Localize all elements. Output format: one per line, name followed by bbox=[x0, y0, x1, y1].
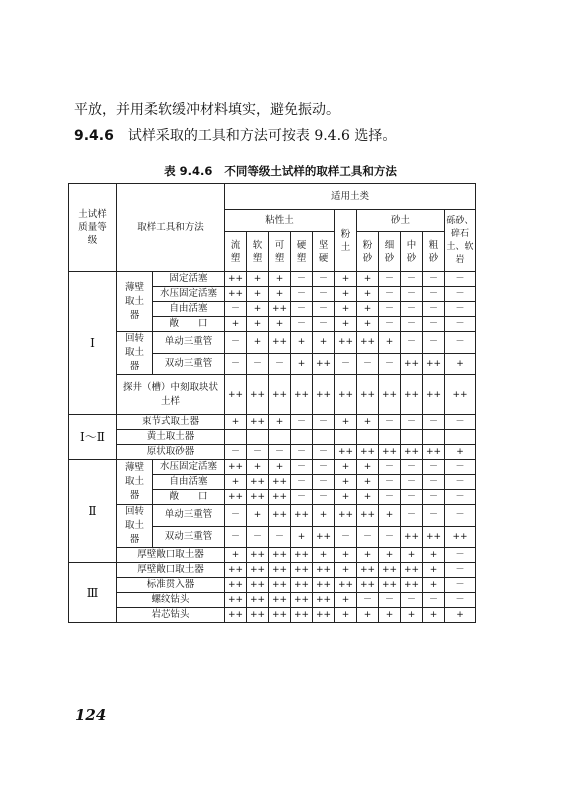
value-cell: － bbox=[445, 578, 476, 593]
value-cell: － bbox=[291, 287, 313, 302]
table-row bbox=[69, 375, 476, 415]
value-cell: － bbox=[379, 490, 401, 505]
value-cell: + bbox=[335, 548, 357, 563]
page-number: 124 bbox=[75, 706, 107, 724]
value-cell: + bbox=[379, 332, 401, 354]
value-cell: － bbox=[225, 445, 247, 460]
clause-text: 试样采取的工具和方法可按表 9.4.6 选择。 bbox=[127, 128, 397, 144]
header-tool: 取样工具和方法 bbox=[117, 184, 225, 272]
value-cell: ++ bbox=[379, 375, 401, 415]
value-cell: + bbox=[269, 460, 291, 475]
value-cell bbox=[291, 430, 313, 445]
value-cell: ++ bbox=[313, 578, 335, 593]
value-cell: － bbox=[225, 353, 247, 375]
tool-cell: 自由活塞 bbox=[153, 302, 225, 317]
value-cell: + bbox=[357, 415, 379, 430]
value-cell: + bbox=[269, 287, 291, 302]
value-cell: ++ bbox=[335, 578, 357, 593]
col-fine-sand: 细砂 bbox=[379, 232, 401, 272]
col-hard-plastic: 硬塑 bbox=[291, 232, 313, 272]
value-cell: ++ bbox=[225, 563, 247, 578]
value-cell: + bbox=[357, 490, 379, 505]
value-cell: － bbox=[445, 460, 476, 475]
table-row bbox=[69, 593, 476, 608]
value-cell: + bbox=[379, 548, 401, 563]
value-cell: ++ bbox=[269, 578, 291, 593]
value-cell: ++ bbox=[269, 375, 291, 415]
value-cell: － bbox=[313, 415, 335, 430]
value-cell: + bbox=[225, 317, 247, 332]
value-cell bbox=[269, 430, 291, 445]
value-cell: － bbox=[313, 272, 335, 287]
value-cell: － bbox=[269, 353, 291, 375]
value-cell: ++ bbox=[269, 490, 291, 505]
value-cell: ++ bbox=[225, 287, 247, 302]
value-cell: + bbox=[445, 353, 476, 375]
tool-cell: 敞 口 bbox=[153, 317, 225, 332]
grade-cell: Ⅰ bbox=[69, 272, 117, 415]
value-cell: ++ bbox=[313, 375, 335, 415]
value-cell: － bbox=[225, 302, 247, 317]
value-cell: － bbox=[445, 332, 476, 354]
value-cell: － bbox=[291, 460, 313, 475]
sampling-tools-table bbox=[68, 183, 476, 623]
value-cell: － bbox=[225, 526, 247, 548]
value-cell: + bbox=[423, 563, 445, 578]
value-cell: ++ bbox=[269, 608, 291, 623]
table-row bbox=[69, 430, 476, 445]
value-cell: ++ bbox=[225, 578, 247, 593]
value-cell: ++ bbox=[401, 353, 423, 375]
value-cell: + bbox=[335, 490, 357, 505]
value-cell: － bbox=[401, 490, 423, 505]
value-cell: ++ bbox=[445, 375, 476, 415]
value-cell: － bbox=[379, 317, 401, 332]
value-cell: － bbox=[225, 505, 247, 527]
value-cell: － bbox=[445, 302, 476, 317]
table-row bbox=[69, 272, 476, 287]
value-cell: － bbox=[445, 475, 476, 490]
value-cell: － bbox=[313, 475, 335, 490]
value-cell: ++ bbox=[335, 375, 357, 415]
table-number: 表 9.4.6 bbox=[164, 164, 213, 178]
value-cell: － bbox=[313, 302, 335, 317]
value-cell: ++ bbox=[291, 563, 313, 578]
value-cell: + bbox=[335, 415, 357, 430]
value-cell: + bbox=[291, 332, 313, 354]
value-cell bbox=[445, 430, 476, 445]
value-cell: + bbox=[357, 460, 379, 475]
tool-group-cell: 薄壁取土器 bbox=[117, 272, 153, 332]
value-cell: ++ bbox=[357, 375, 379, 415]
col-coarse-sand: 粗砂 bbox=[423, 232, 445, 272]
value-cell: ++ bbox=[423, 353, 445, 375]
value-cell: － bbox=[357, 353, 379, 375]
value-cell: ++ bbox=[423, 526, 445, 548]
value-cell: － bbox=[445, 593, 476, 608]
tool-cell: 双动三重管 bbox=[153, 353, 225, 375]
table-row bbox=[69, 578, 476, 593]
header-cohesive-soil: 粘性土 bbox=[225, 210, 335, 232]
clause-number: 9.4.6 bbox=[74, 128, 114, 144]
value-cell: ++ bbox=[379, 578, 401, 593]
value-cell: － bbox=[445, 505, 476, 527]
value-cell: － bbox=[379, 415, 401, 430]
value-cell bbox=[379, 430, 401, 445]
grade-cell: Ⅲ bbox=[69, 563, 117, 623]
grade-cell: Ⅱ bbox=[69, 460, 117, 563]
value-cell: － bbox=[445, 490, 476, 505]
value-cell: － bbox=[269, 445, 291, 460]
tool-cell: 水压固定活塞 bbox=[153, 460, 225, 475]
value-cell: + bbox=[247, 332, 269, 354]
value-cell: ++ bbox=[379, 563, 401, 578]
value-cell: + bbox=[335, 302, 357, 317]
tool-cell: 自由活塞 bbox=[153, 475, 225, 490]
value-cell: ++ bbox=[379, 445, 401, 460]
value-cell: ++ bbox=[357, 563, 379, 578]
tool-cell: 探井（槽）中刻取块状土样 bbox=[117, 375, 225, 415]
value-cell: + bbox=[335, 317, 357, 332]
value-cell: + bbox=[357, 475, 379, 490]
value-cell: + bbox=[423, 548, 445, 563]
value-cell: ++ bbox=[313, 526, 335, 548]
value-cell: － bbox=[291, 490, 313, 505]
header-sand: 砂土 bbox=[357, 210, 445, 232]
value-cell: － bbox=[401, 475, 423, 490]
value-cell: － bbox=[401, 460, 423, 475]
value-cell: + bbox=[313, 505, 335, 527]
value-cell bbox=[225, 430, 247, 445]
value-cell: － bbox=[445, 272, 476, 287]
table-row bbox=[69, 460, 476, 475]
value-cell: ++ bbox=[247, 593, 269, 608]
table-title: 不同等级土试样的取样工具和方法 bbox=[224, 164, 397, 178]
value-cell: － bbox=[357, 526, 379, 548]
table-caption bbox=[0, 163, 561, 179]
value-cell: － bbox=[379, 353, 401, 375]
value-cell: + bbox=[225, 475, 247, 490]
value-cell: ++ bbox=[225, 608, 247, 623]
header-gravel: 砾砂、碎石土、软岩 bbox=[445, 210, 476, 272]
value-cell: － bbox=[379, 287, 401, 302]
value-cell: － bbox=[247, 445, 269, 460]
body-text-line-2 bbox=[74, 129, 396, 143]
value-cell: + bbox=[379, 505, 401, 527]
value-cell: ++ bbox=[291, 548, 313, 563]
col-plastic: 可塑 bbox=[269, 232, 291, 272]
value-cell: + bbox=[313, 332, 335, 354]
value-cell: ++ bbox=[225, 593, 247, 608]
value-cell: + bbox=[357, 317, 379, 332]
value-cell: － bbox=[423, 302, 445, 317]
tool-cell: 厚壁敞口取土器 bbox=[117, 548, 225, 563]
value-cell: ++ bbox=[423, 445, 445, 460]
value-cell: + bbox=[247, 460, 269, 475]
value-cell: ++ bbox=[225, 375, 247, 415]
value-cell: + bbox=[225, 548, 247, 563]
value-cell: － bbox=[247, 526, 269, 548]
tool-cell: 双动三重管 bbox=[153, 526, 225, 548]
value-cell: － bbox=[313, 445, 335, 460]
value-cell: + bbox=[335, 475, 357, 490]
value-cell: － bbox=[335, 353, 357, 375]
value-cell: ++ bbox=[247, 490, 269, 505]
value-cell: + bbox=[247, 302, 269, 317]
header-applicable-soil: 适用土类 bbox=[225, 184, 476, 210]
value-cell: + bbox=[357, 608, 379, 623]
value-cell: － bbox=[247, 353, 269, 375]
value-cell: ++ bbox=[401, 445, 423, 460]
value-cell: + bbox=[291, 353, 313, 375]
tool-group-cell: 薄壁取土器 bbox=[117, 460, 153, 505]
value-cell: － bbox=[335, 526, 357, 548]
value-cell: + bbox=[247, 272, 269, 287]
value-cell: + bbox=[401, 608, 423, 623]
tool-cell: 原状取砂器 bbox=[117, 445, 225, 460]
value-cell bbox=[401, 430, 423, 445]
tool-cell: 螺纹钻头 bbox=[117, 593, 225, 608]
header-grade: 土试样质量等级 bbox=[69, 184, 117, 272]
tool-cell: 单动三重管 bbox=[153, 505, 225, 527]
col-fluid: 流塑 bbox=[225, 232, 247, 272]
body-text-line-1: 平放，并用柔软缓冲材料填实，避免振动。 bbox=[74, 102, 340, 118]
value-cell: ++ bbox=[357, 578, 379, 593]
value-cell: － bbox=[423, 287, 445, 302]
value-cell: ++ bbox=[247, 608, 269, 623]
table-row bbox=[69, 415, 476, 430]
value-cell: － bbox=[313, 490, 335, 505]
tool-cell: 厚壁敞口取土器 bbox=[117, 563, 225, 578]
tool-group-cell: 回转取土器 bbox=[117, 332, 153, 375]
value-cell: + bbox=[423, 578, 445, 593]
table-row bbox=[69, 332, 476, 354]
header-silt: 粉土 bbox=[335, 210, 357, 272]
value-cell bbox=[357, 430, 379, 445]
value-cell: ++ bbox=[357, 332, 379, 354]
value-cell: + bbox=[379, 608, 401, 623]
value-cell: － bbox=[423, 317, 445, 332]
value-cell: － bbox=[401, 272, 423, 287]
table-row bbox=[69, 548, 476, 563]
value-cell: － bbox=[269, 526, 291, 548]
value-cell: ++ bbox=[225, 272, 247, 287]
value-cell: － bbox=[423, 332, 445, 354]
value-cell: ++ bbox=[247, 578, 269, 593]
col-medium-sand: 中砂 bbox=[401, 232, 423, 272]
value-cell: + bbox=[269, 317, 291, 332]
value-cell: + bbox=[335, 460, 357, 475]
table-row bbox=[69, 505, 476, 527]
value-cell: ++ bbox=[357, 445, 379, 460]
value-cell: ++ bbox=[291, 578, 313, 593]
value-cell: ++ bbox=[335, 332, 357, 354]
tool-cell: 岩芯钻头 bbox=[117, 608, 225, 623]
value-cell: + bbox=[291, 526, 313, 548]
value-cell: － bbox=[357, 593, 379, 608]
value-cell: － bbox=[423, 490, 445, 505]
value-cell: ++ bbox=[269, 548, 291, 563]
value-cell: － bbox=[445, 317, 476, 332]
value-cell: ++ bbox=[313, 353, 335, 375]
value-cell: ++ bbox=[401, 375, 423, 415]
value-cell: － bbox=[423, 272, 445, 287]
value-cell: + bbox=[269, 415, 291, 430]
value-cell: － bbox=[291, 475, 313, 490]
value-cell: － bbox=[291, 317, 313, 332]
value-cell: ++ bbox=[269, 332, 291, 354]
value-cell: ++ bbox=[247, 375, 269, 415]
value-cell: － bbox=[291, 445, 313, 460]
grade-cell: Ⅰ～Ⅱ bbox=[69, 415, 117, 460]
value-cell bbox=[335, 430, 357, 445]
value-cell bbox=[423, 430, 445, 445]
value-cell: － bbox=[423, 475, 445, 490]
value-cell: － bbox=[379, 475, 401, 490]
value-cell: + bbox=[401, 548, 423, 563]
tool-group-cell: 回转取土器 bbox=[117, 505, 153, 548]
value-cell: ++ bbox=[247, 548, 269, 563]
value-cell bbox=[313, 430, 335, 445]
value-cell: ++ bbox=[313, 608, 335, 623]
tool-cell: 标准贯入器 bbox=[117, 578, 225, 593]
value-cell: ++ bbox=[401, 526, 423, 548]
value-cell: － bbox=[313, 460, 335, 475]
col-soft: 软塑 bbox=[247, 232, 269, 272]
value-cell: + bbox=[335, 593, 357, 608]
tool-cell: 水压固定活塞 bbox=[153, 287, 225, 302]
value-cell: － bbox=[401, 287, 423, 302]
value-cell: － bbox=[401, 332, 423, 354]
value-cell: ++ bbox=[269, 505, 291, 527]
value-cell: ++ bbox=[247, 415, 269, 430]
value-cell: + bbox=[335, 608, 357, 623]
value-cell: － bbox=[445, 287, 476, 302]
value-cell: + bbox=[247, 287, 269, 302]
table-row bbox=[69, 445, 476, 460]
value-cell: － bbox=[225, 332, 247, 354]
value-cell: ++ bbox=[335, 445, 357, 460]
value-cell: － bbox=[423, 415, 445, 430]
value-cell: － bbox=[313, 287, 335, 302]
col-stiff: 坚硬 bbox=[313, 232, 335, 272]
tool-cell: 单动三重管 bbox=[153, 332, 225, 354]
value-cell: ++ bbox=[335, 505, 357, 527]
tool-cell: 黄土取土器 bbox=[117, 430, 225, 445]
value-cell: + bbox=[335, 563, 357, 578]
value-cell: + bbox=[269, 272, 291, 287]
value-cell: ++ bbox=[357, 505, 379, 527]
value-cell: － bbox=[291, 302, 313, 317]
value-cell: + bbox=[423, 608, 445, 623]
value-cell: + bbox=[335, 272, 357, 287]
value-cell: － bbox=[423, 460, 445, 475]
value-cell: － bbox=[423, 593, 445, 608]
value-cell: + bbox=[247, 317, 269, 332]
value-cell: － bbox=[313, 317, 335, 332]
value-cell bbox=[247, 430, 269, 445]
value-cell: ++ bbox=[401, 563, 423, 578]
value-cell: － bbox=[291, 415, 313, 430]
value-cell: ++ bbox=[401, 578, 423, 593]
value-cell: + bbox=[313, 548, 335, 563]
value-cell: － bbox=[401, 302, 423, 317]
value-cell: + bbox=[357, 272, 379, 287]
value-cell: ++ bbox=[247, 563, 269, 578]
value-cell: － bbox=[445, 415, 476, 430]
value-cell: － bbox=[423, 505, 445, 527]
tool-cell: 束节式取土器 bbox=[117, 415, 225, 430]
value-cell: + bbox=[445, 608, 476, 623]
value-cell: － bbox=[401, 415, 423, 430]
value-cell: + bbox=[225, 415, 247, 430]
value-cell: ++ bbox=[269, 302, 291, 317]
value-cell: － bbox=[379, 302, 401, 317]
value-cell: － bbox=[379, 593, 401, 608]
value-cell: ++ bbox=[313, 593, 335, 608]
value-cell: + bbox=[445, 445, 476, 460]
value-cell: ++ bbox=[269, 593, 291, 608]
value-cell: ++ bbox=[291, 505, 313, 527]
tool-cell: 敞 口 bbox=[153, 490, 225, 505]
value-cell: ++ bbox=[291, 608, 313, 623]
value-cell: ++ bbox=[291, 375, 313, 415]
value-cell: ++ bbox=[445, 526, 476, 548]
value-cell: ++ bbox=[313, 563, 335, 578]
value-cell: － bbox=[379, 272, 401, 287]
value-cell: ++ bbox=[291, 593, 313, 608]
table-row bbox=[69, 563, 476, 578]
value-cell: － bbox=[401, 317, 423, 332]
value-cell: ++ bbox=[225, 490, 247, 505]
col-silty-sand: 粉砂 bbox=[357, 232, 379, 272]
value-cell: － bbox=[445, 563, 476, 578]
value-cell: + bbox=[247, 505, 269, 527]
value-cell: + bbox=[357, 302, 379, 317]
value-cell: － bbox=[401, 505, 423, 527]
value-cell: ++ bbox=[269, 475, 291, 490]
value-cell: － bbox=[379, 526, 401, 548]
value-cell: － bbox=[445, 548, 476, 563]
tool-cell: 固定活塞 bbox=[153, 272, 225, 287]
value-cell: ++ bbox=[423, 375, 445, 415]
table-row bbox=[69, 608, 476, 623]
value-cell: － bbox=[401, 593, 423, 608]
value-cell: + bbox=[335, 287, 357, 302]
value-cell: － bbox=[291, 272, 313, 287]
value-cell: － bbox=[379, 460, 401, 475]
value-cell: ++ bbox=[269, 563, 291, 578]
value-cell: ++ bbox=[247, 475, 269, 490]
value-cell: + bbox=[357, 548, 379, 563]
value-cell: ++ bbox=[225, 460, 247, 475]
value-cell: + bbox=[357, 287, 379, 302]
